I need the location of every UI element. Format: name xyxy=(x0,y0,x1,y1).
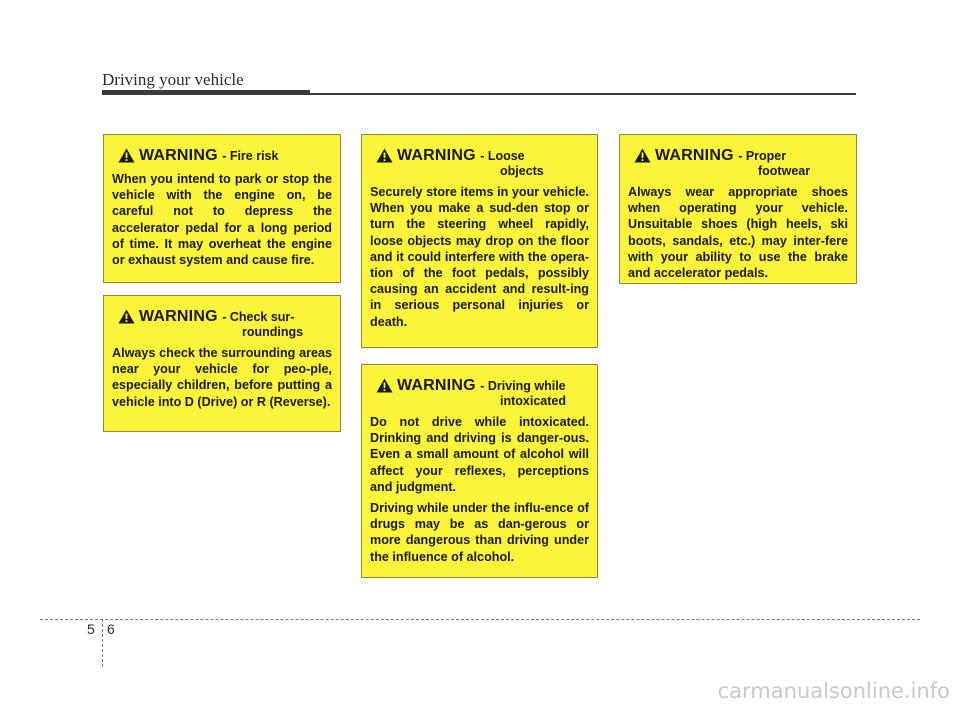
warning-subtitle-continued: intoxicated xyxy=(500,394,566,408)
warning-subtitle-continued: footwear xyxy=(758,164,811,178)
warning-subtitle: - Loose xyxy=(480,149,525,163)
warning-paragraph: When you intend to park or stop the vehicle with the engine on, be careful not to depress the accelerator pedal for a long period of time. It may overheat the engine or exhaust system and cause fire. xyxy=(112,172,332,268)
warning-box-loose-objects xyxy=(361,134,598,348)
warning-paragraph: Securely store items in your vehicle. When you make a sud-den stop or turn the steering wheel rapidly, loose objects may drop on the floor and it could interfere with the opera-tion of the foot pedals, possibly causing an accident and result-ing in serious personal injuries or death. xyxy=(370,185,589,329)
warning-heading xyxy=(112,308,332,339)
warning-subtitle: - Driving while xyxy=(480,379,566,393)
warning-box-fire-risk xyxy=(103,134,341,283)
warning-triangle-icon xyxy=(376,378,393,393)
page-number: 6 xyxy=(107,621,115,637)
warning-heading xyxy=(112,147,332,165)
warning-triangle-icon xyxy=(118,309,135,324)
warning-subtitle: - Check sur- xyxy=(222,310,295,324)
warning-triangle-icon xyxy=(634,148,651,163)
warning-subtitle-continued: roundings xyxy=(242,325,304,339)
warning-subtitle-continued: objects xyxy=(500,164,544,178)
warning-word: WARNING xyxy=(655,147,734,164)
warning-paragraph: Always wear appropriate shoes when operating your vehicle. Unsuitable shoes (high heels, ski boots, sandals, etc.) may inter-fere with your ability to use the brake and accelerator pedals. xyxy=(628,185,848,281)
warning-word: WARNING xyxy=(139,147,218,164)
warning-body xyxy=(628,184,848,281)
warning-paragraph: Do not drive while intoxicated. Drinking and driving is danger-ous. Even a small amount of alcohol will affect your reflexes, perceptions and judgment. xyxy=(370,415,589,494)
warning-word: WARNING xyxy=(397,377,476,394)
warning-heading xyxy=(370,377,589,408)
warning-heading xyxy=(628,147,848,178)
header-rule-thin xyxy=(310,93,856,95)
warning-body xyxy=(370,184,589,330)
footer-dashed-divider xyxy=(102,619,103,667)
footer-dashed-rule xyxy=(40,619,920,620)
header-rule-thick xyxy=(102,90,310,95)
warning-box-proper-footwear xyxy=(619,134,857,284)
warning-paragraph: Driving while under the influ-ence of drugs may be as dan-gerous or more dangerous than driving under the influence of alcohol. xyxy=(370,501,589,564)
header-title: Driving your vehicle xyxy=(102,70,244,89)
warning-triangle-icon xyxy=(376,148,393,163)
warning-body xyxy=(112,171,332,268)
page-chapter-number: 5 xyxy=(87,621,95,637)
watermark: carmanualsonline.info xyxy=(717,679,950,703)
warning-triangle-icon xyxy=(118,148,135,163)
warning-box-driving-intoxicated xyxy=(361,364,598,578)
warning-paragraph: Always check the surrounding areas near your vehicle for peo-ple, especially children, before putting a vehicle into D (Drive) or R (Reverse). xyxy=(112,346,332,409)
warning-box-check-surroundings xyxy=(103,295,341,432)
warning-subtitle: - Fire risk xyxy=(222,149,279,163)
warning-body xyxy=(112,345,332,410)
warning-word: WARNING xyxy=(139,308,218,325)
warning-heading xyxy=(370,147,589,178)
warning-subtitle: - Proper xyxy=(738,149,787,163)
warning-body xyxy=(370,414,589,565)
warning-word: WARNING xyxy=(397,147,476,164)
